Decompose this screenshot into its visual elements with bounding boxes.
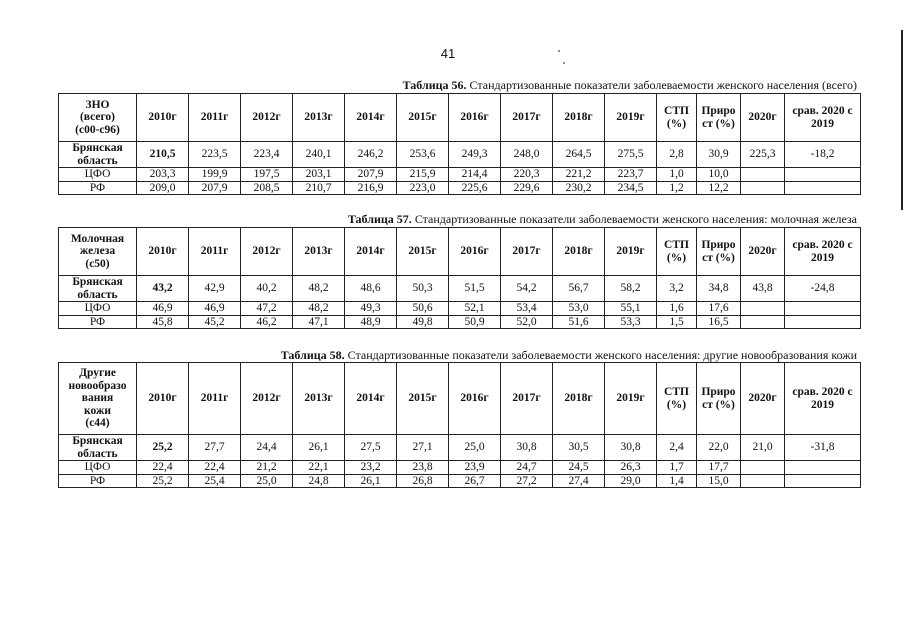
table-cell: -24,8 [785,276,861,302]
table-cell: 46,9 [189,302,241,316]
scan-speck [558,50,560,52]
column-header: 2019г [605,363,657,435]
column-header: 2014г [345,94,397,142]
table-cell: 30,5 [553,435,605,461]
table-cell: 47,1 [293,315,345,329]
table-cell: 34,8 [697,276,741,302]
table-cell: 229,6 [501,181,553,195]
table-cell: -18,2 [785,142,861,168]
column-header: срав. 2020 с 2019 [785,363,861,435]
table-cell: 46,9 [137,302,189,316]
table-cell [785,461,861,475]
table-cell: 30,8 [605,435,657,461]
table-cell: 53,4 [501,302,553,316]
indicator-header-line: ЗНО [85,98,110,111]
column-header: 2018г [553,94,605,142]
table-cell: -31,8 [785,435,861,461]
table-cell: 12,2 [697,181,741,195]
table-cell: 24,7 [501,461,553,475]
column-header: 2017г [501,228,553,276]
table-cell: 230,2 [553,181,605,195]
column-header: 2019г [605,228,657,276]
table-56-caption: Таблица 56. Стандартизованные показатели заболеваемости женского населения (всего) [402,78,857,92]
table-cell: 253,6 [397,142,449,168]
column-header: 2018г [553,228,605,276]
table-cell: 248,0 [501,142,553,168]
column-header: 2011г [189,228,241,276]
table-cell: 223,0 [397,181,449,195]
page-number: 41 [440,46,456,61]
table-cell: 1,0 [657,168,697,182]
table-cell: 199,9 [189,168,241,182]
column-header: Приро ст (%) [697,228,741,276]
table-cell: 25,0 [449,435,501,461]
table-cell: 220,3 [501,168,553,182]
table-cell: 52,0 [501,315,553,329]
column-header: СТП (%) [657,228,697,276]
table-cell: 246,2 [345,142,397,168]
table-cell: 46,2 [241,315,293,329]
table-cell: 40,2 [241,276,293,302]
column-header: 2019г [605,94,657,142]
table-cell: 26,1 [345,474,397,488]
column-header: 2010г [137,363,189,435]
table-cell: 45,8 [137,315,189,329]
table-cell: 3,2 [657,276,697,302]
table-cell: 264,5 [553,142,605,168]
table-cell: 48,6 [345,276,397,302]
table-cell: 22,4 [137,461,189,475]
table-cell: 209,0 [137,181,189,195]
column-header: 2017г [501,363,553,435]
table-cell: 221,2 [553,168,605,182]
table-cell [741,302,785,316]
table-cell: 15,0 [697,474,741,488]
table-cell: 21,0 [741,435,785,461]
table-cell: 210,7 [293,181,345,195]
table-cell: 207,9 [345,168,397,182]
table-cell: 21,2 [241,461,293,475]
page-edge-rule [901,30,903,210]
table-cell [785,168,861,182]
column-header: срав. 2020 с 2019 [785,228,861,276]
table-cell: 234,5 [605,181,657,195]
table-cell: 42,9 [189,276,241,302]
table-cell: 27,1 [397,435,449,461]
column-header: 2012г [241,94,293,142]
table-cell: 25,2 [137,435,189,461]
table-cell [785,181,861,195]
column-header: 2010г [137,228,189,276]
column-header: 2017г [501,94,553,142]
table-cell: 54,2 [501,276,553,302]
table-cell: 223,4 [241,142,293,168]
indicator-header [59,94,137,142]
column-header: Приро ст (%) [697,363,741,435]
table-cell: 2,8 [657,142,697,168]
table-cell [741,474,785,488]
row-label: ЦФО [59,461,137,475]
row-label: ЦФО [59,302,137,316]
column-header: 2010г [137,94,189,142]
indicator-header-line: Другие [79,367,116,380]
indicator-header-line: новообразо [68,379,127,392]
row-label: Брянская область [59,276,137,302]
table-cell: 26,3 [605,461,657,475]
scan-speck [563,62,565,64]
table-cell: 203,1 [293,168,345,182]
indicator-header-line: кожи [84,404,111,417]
table-cell: 58,2 [605,276,657,302]
table-cell: 249,3 [449,142,501,168]
table-cell: 22,1 [293,461,345,475]
table-cell: 22,0 [697,435,741,461]
indicator-header-line: железа [79,245,116,258]
table-cell: 214,4 [449,168,501,182]
row-label: ЦФО [59,168,137,182]
column-header: 2016г [449,94,501,142]
table-cell: 25,0 [241,474,293,488]
table-cell: 23,2 [345,461,397,475]
column-header: 2014г [345,228,397,276]
table-57-caption: Таблица 57. Стандартизованные показатели заболеваемости женского населения: молочная железа [347,212,857,226]
column-header: 2020г [741,363,785,435]
table-cell: 45,2 [189,315,241,329]
table-row [59,181,861,195]
indicator-header-line: Молочная [70,232,125,245]
table-row [59,435,861,461]
column-header: 2015г [397,363,449,435]
column-header: СТП (%) [657,363,697,435]
table-cell: 275,5 [605,142,657,168]
table-cell: 27,5 [345,435,397,461]
table-cell: 49,8 [397,315,449,329]
table-cell: 1,6 [657,302,697,316]
table-row [59,461,861,475]
table-cell [741,181,785,195]
table-57 [58,227,861,329]
indicator-header [59,228,137,276]
table-cell: 207,9 [189,181,241,195]
table-cell: 225,6 [449,181,501,195]
table-cell: 1,4 [657,474,697,488]
table-cell: 48,2 [293,276,345,302]
column-header: 2018г [553,363,605,435]
column-header: 2012г [241,363,293,435]
table-cell: 27,4 [553,474,605,488]
table-cell: 51,5 [449,276,501,302]
header-row [59,94,861,142]
column-header: 2016г [449,363,501,435]
table-cell: 225,3 [741,142,785,168]
table-cell: 48,9 [345,315,397,329]
table-58 [58,362,861,488]
indicator-header [59,363,137,435]
column-header: срав. 2020 с 2019 [785,94,861,142]
table-cell: 26,8 [397,474,449,488]
table-cell: 208,5 [241,181,293,195]
table-cell: 16,5 [697,315,741,329]
table-cell: 240,1 [293,142,345,168]
table-56 [58,93,861,195]
table-cell: 1,2 [657,181,697,195]
table-cell: 52,1 [449,302,501,316]
table-cell: 2,4 [657,435,697,461]
column-header: 2013г [293,228,345,276]
table-cell: 24,5 [553,461,605,475]
column-header: 2013г [293,363,345,435]
column-header: 2011г [189,94,241,142]
indicator-header-line: вания [81,392,114,405]
table-cell: 53,0 [553,302,605,316]
table-cell: 25,2 [137,474,189,488]
table-cell: 29,0 [605,474,657,488]
column-header: 2013г [293,94,345,142]
indicator-header-line: (c50) [85,257,110,270]
table-cell: 53,3 [605,315,657,329]
table-cell: 49,3 [345,302,397,316]
table-cell: 30,8 [501,435,553,461]
table-cell: 24,8 [293,474,345,488]
table-cell: 22,4 [189,461,241,475]
table-cell: 30,9 [697,142,741,168]
table-cell: 24,4 [241,435,293,461]
table-cell: 216,9 [345,181,397,195]
header-row [59,228,861,276]
table-cell: 17,6 [697,302,741,316]
table-58-caption: Таблица 58. Стандартизованные показатели заболеваемости женского населения: другие новообразования кожи [280,348,857,362]
column-header: 2014г [345,363,397,435]
table-cell: 1,7 [657,461,697,475]
column-header: 2015г [397,228,449,276]
table-cell: 50,6 [397,302,449,316]
table-cell [741,168,785,182]
table-cell: 55,1 [605,302,657,316]
table-row [59,276,861,302]
table-cell: 23,9 [449,461,501,475]
table-cell: 50,3 [397,276,449,302]
table-cell [741,315,785,329]
table-cell: 17,7 [697,461,741,475]
column-header: 2016г [449,228,501,276]
table-cell: 215,9 [397,168,449,182]
header-row [59,363,861,435]
row-label: Брянская область [59,142,137,168]
indicator-header-line: (всего) [79,111,116,124]
table-cell: 27,7 [189,435,241,461]
table-cell: 23,8 [397,461,449,475]
table-cell: 223,5 [189,142,241,168]
table-cell: 197,5 [241,168,293,182]
table-row [59,474,861,488]
column-header: 2012г [241,228,293,276]
table-cell: 1,5 [657,315,697,329]
table-cell: 27,2 [501,474,553,488]
column-header: 2015г [397,94,449,142]
table-cell: 26,1 [293,435,345,461]
table-cell: 56,7 [553,276,605,302]
table-cell: 210,5 [137,142,189,168]
indicator-header-line: (c00-c96) [75,123,120,136]
column-header: 2011г [189,363,241,435]
table-cell [785,315,861,329]
row-label: РФ [59,181,137,195]
table-cell: 26,7 [449,474,501,488]
table-cell: 223,7 [605,168,657,182]
table-cell: 47,2 [241,302,293,316]
column-header: СТП (%) [657,94,697,142]
table-row [59,315,861,329]
row-label: РФ [59,474,137,488]
table-row [59,168,861,182]
column-header: 2020г [741,228,785,276]
table-cell [785,474,861,488]
table-cell: 10,0 [697,168,741,182]
table-cell: 43,8 [741,276,785,302]
row-label: Брянская область [59,435,137,461]
indicator-header-line: (c44) [85,417,110,430]
table-cell: 50,9 [449,315,501,329]
table-cell: 51,6 [553,315,605,329]
table-cell: 43,2 [137,276,189,302]
table-row [59,142,861,168]
table-row [59,302,861,316]
table-cell: 25,4 [189,474,241,488]
column-header: 2020г [741,94,785,142]
column-header: Приро ст (%) [697,94,741,142]
table-cell: 203,3 [137,168,189,182]
table-cell [741,461,785,475]
table-cell [785,302,861,316]
table-cell: 48,2 [293,302,345,316]
row-label: РФ [59,315,137,329]
